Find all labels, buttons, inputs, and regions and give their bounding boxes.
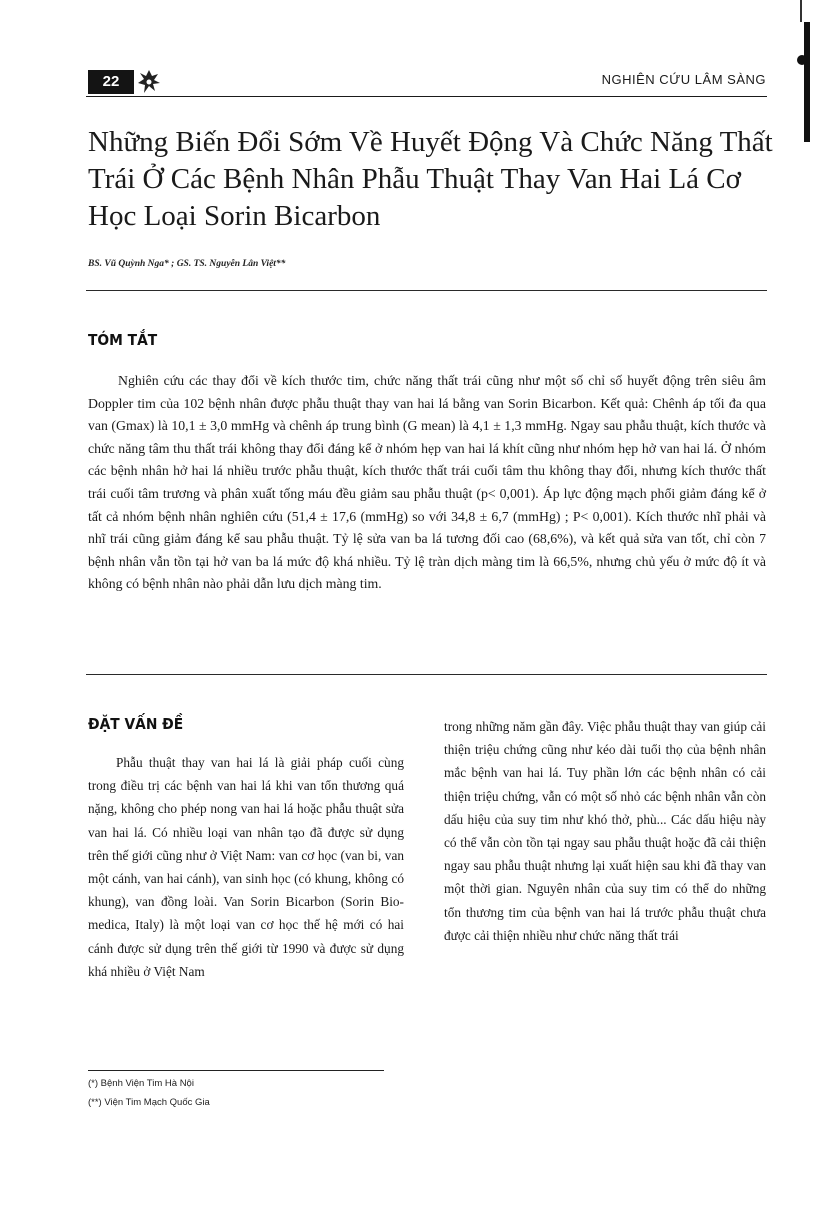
article-title: Những Biến Đổi Sớm Về Huyết Động Và Chức Năng Thất Trái Ở Các Bệnh Nhân Phẫu Thuật Thay Van Hai Lá Cơ Học Loại Sorin Bicarbon [88, 126, 773, 232]
header-rule [86, 96, 767, 97]
divider-top [86, 290, 767, 291]
footnote-2: (**) Viện Tim Mạch Quốc Gia [88, 1097, 210, 1108]
abstract-heading: TÓM TẮT [88, 331, 158, 349]
ornament-icon [136, 68, 162, 96]
divider-abstract [86, 674, 767, 675]
scan-hole-mark [797, 55, 807, 65]
introduction-left-column: Phẫu thuật thay van hai lá là giải pháp cuối cùng trong điều trị các bệnh van hai lá khi van tổn thương quá nặng, không cho phép nong van hai lá hoặc phẫu thuật sửa van hai lá. Có nhiều loại van nhân tạo đã được sử dụng trên thế giới cũng như ở Việt Nam: van cơ học (van bi, van một cánh, van hai cánh), van sinh học (có khung, không có khung), van đồng loài. Van Sorin Bicarbon (Sorin Bio-medica, Italy) là một loại van cơ học thế hệ mới có hai cánh được sử dụng trên thế giới từ 1990 và được sử dụng khá nhiều ở Việt Nam [88, 755, 404, 979]
footnote-rule [88, 1070, 384, 1071]
introduction-heading: ĐẶT VẤN ĐỀ [88, 715, 184, 733]
abstract-text: Nghiên cứu các thay đổi về kích thước tim, chức năng thất trái cũng như một số chỉ số huyết động trên siêu âm Doppler tim của 102 bệnh nhân được phẫu thuật thay van hai lá bằng van Sorin Bicarbon. Kết quả: Chênh áp tối đa qua van (Gmax) là 10,1 ± 3,0 mmHg và chênh áp trung bình (G mean) là 4,1 ± 1,3 mmHg. Ngay sau phẫu thuật, kích thước và chức năng tâm thu thất trái không thay đổi đáng kể ở nhóm hẹp van hai lá khít cũng như nhóm hẹp hở van hai lá. Ở nhóm các bệnh nhân hở hai lá nhiều trước phẫu thuật, kích thước thất trái cuối tâm thu không thay đổi, nhưng kích thước thất trái cuối tâm trương và phân xuất tống máu đều giảm sau phẫu thuật (p< 0,001). Áp lực động mạch phổi giảm đáng kể ở tất cả nhóm bệnh nhân nghiên cứu (51,4 ± 17,6 (mmHg) so với 34,8 ± 6,7 (mmHg) ; P< 0,001). Kích thước nhĩ phải và nhĩ trái cũng giảm đáng kể sau phẫu thuật. Tỷ lệ sửa van ba lá tương đối cao (68,6%), và kết quả sửa van tốt, chỉ còn 7 bệnh nhân vẫn tồn tại hở van ba lá mức độ khá nhiều. Tỷ lệ tràn dịch màng tim là 66,5%, nhưng chủ yếu ở mức độ ít và không có bệnh nhân nào phải dẫn lưu dịch màng tim. [88, 373, 766, 592]
article-authors: BS. Vũ Quỳnh Nga* ; GS. TS. Nguyễn Lân Việt** [88, 259, 286, 269]
page-number: 22 [88, 70, 134, 94]
scan-mark-tick [800, 0, 802, 22]
section-label: NGHIÊN CỨU LÂM SÀNG [601, 72, 766, 87]
footnote-1: (*) Bệnh Viện Tim Hà Nội [88, 1078, 194, 1089]
introduction-right-column: trong những năm gần đây. Việc phẫu thuật thay van giúp cải thiện triệu chứng cũng như kéo dài tuổi thọ của bệnh nhân mắc bệnh van hai lá. Tuy phần lớn các bệnh nhân có cải thiện triệu chứng, vẫn có một số nhỏ các bệnh nhân vẫn còn dấu hiệu của suy tim như khó thở, phù... Các dấu hiệu này có thể vẫn còn tồn tại ngay sau phẫu thuật hoặc đã cải thiện ngay sau phẫu thuật nhưng lại xuất hiện sau khi đã thay van một thời gian. Nguyên nhân của suy tim có thể do những tổn thương tim của bệnh van hai lá trước phẫu thuật chưa được cải thiện nhiều như chức năng thất trái [444, 719, 766, 943]
scan-edge-bar [804, 22, 810, 142]
